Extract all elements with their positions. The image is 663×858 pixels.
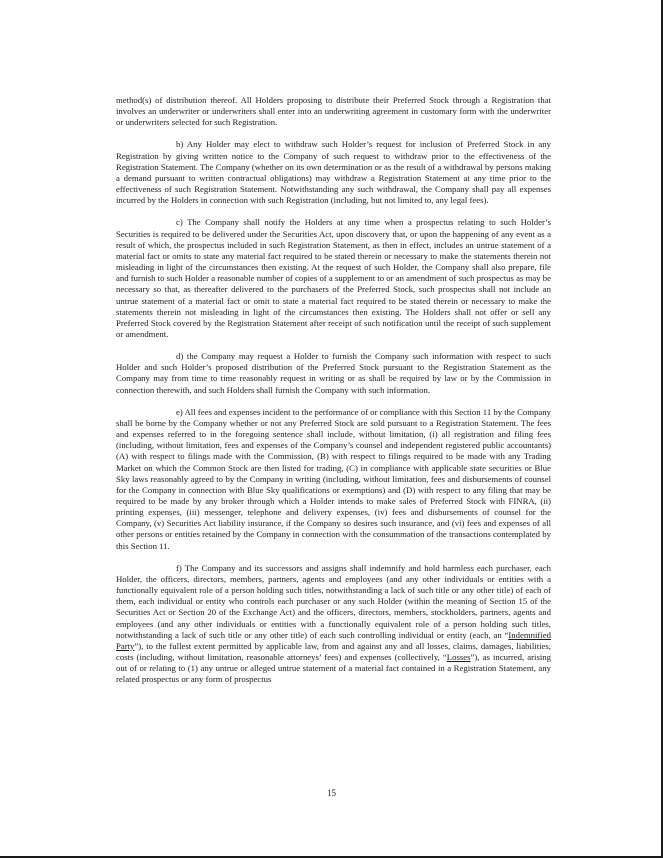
defined-term-losses: Losses <box>446 652 471 663</box>
paragraph-b-withdrawal: b) Any Holder may elect to withdraw such Holder’s request for inclusion of Preferred Stock in any Registration by giving written notice to the Company of such request to withdraw prior to the effectiveness of the Registration Statement. The Company (whether on its own determination or as the result of a withdrawal by persons making a demand pursuant to written contractual obligations) may withdraw a Registration Statement at any time prior to the effectiveness of such Registration Statement. Notwithstanding any such withdrawal, the Company shall pay all expenses incurred by the Holders in connection with such Registration (including, but not limited to, any legal fees). <box>116 139 551 206</box>
document-body <box>116 95 551 697</box>
paragraph-f-indemnification <box>116 563 551 686</box>
paragraph-f-text-part-2: ”), to the fullest extent permitted by applicable law, from and against any and all losses, claims, damages, liabilities, costs (including, without limitation, reasonable attorneys’ fees) and expenses (collectively, “ <box>116 640 551 663</box>
page-number: 15 <box>327 788 336 798</box>
paragraph-d-holder-information: d) the Company may request a Holder to furnish the Company such information with respect to such Holder and such Holder’s proposed distribution of the Preferred Stock pursuant to the Registration Statement as the Company may from time to time reasonably request in writing or as shall be required by law or by the Commission in connection therewith, and such Holders shall furnish the Company with such information. <box>116 351 551 395</box>
defined-term-indemnified-party: Indemnified Party <box>116 629 551 651</box>
paragraph-f-text-part-1: f) The Company and its successors and assigns shall indemnify and hold harmless each purchaser, each Holder, the officers, directors, members, partners, agents and employees (and any other individuals or entities with a functionally equivalent role of a person holding such titles, notwithstanding a lack of such title or any other title) of each of them, each individual or entity who controls each purchaser or any such Holder (within the meaning of Section 15 of the Securities Act or Section 20 of the Exchange Act) and the officers, directors, members, stockholders, partners, agents and employees (and any other individuals or entities with a functionally equivalent role of a person holding such titles, notwithstanding a lack of such title or any other title) of each such controlling individual or entity (each, an “ <box>116 562 551 640</box>
paragraph-e-fees-and-expenses: e) All fees and expenses incident to the performance of or compliance with this Section 11 by the Company shall be borne by the Company whether or not any Preferred Stock are sold pursuant to a Registration Statement. The fees and expenses referred to in the foregoing sentence shall include, without limitation, (i) all registration and filing fees (including, without limitation, fees and expenses of the Company’s counsel and independent registered public accountants) (A) with respect to filings made with the Commission, (B) with respect to filings required to be made with any Trading Market on which the Common Stock are then listed for trading, (C) in compliance with applicable state securities or Blue Sky laws reasonably agreed to by the Company in writing (including, without limitation, fees and disbursements of counsel for the Company in connection with Blue Sky qualifications or exemptions) and (D) with respect to any filing that may be required to be made by any broker through which a Holder intends to make sales of Preferred Stock with FINRA, (ii) printing expenses, (iii) messenger, telephone and delivery expenses, (iv) fees and disbursements of counsel for the Company, (v) Securities Act liability insurance, if the Company so desires such insurance, and (vi) fees and expenses of all other persons or entities retained by the Company in connection with the consummation of the transactions contemplated by this Section 11. <box>116 406 551 551</box>
paragraph-continuation: method(s) of distribution thereof. All Holders proposing to distribute their Preferred Stock through a Registration that involves an underwriter or underwriters shall enter into an underwriting agreement in customary form with the underwriter or underwriters selected for such Registration. <box>116 95 551 128</box>
paragraph-c-prospectus-notice: c) The Company shall notify the Holders at any time when a prospectus relating to such Holder’s Securities is required to be delivered under the Securities Act, upon discovery that, or upon the happening of any event as a result of which, the prospectus included in such Registration Statement, as then in effect, includes an untrue statement of a material fact or omits to state any material fact required to be stated therein or necessary to make the statements therein not misleading in light of the circumstances then existing. At the request of such Holder, the Company shall also prepare, file and furnish to such Holder a reasonable number of copies of a supplement to or an amendment of such prospectus as may be necessary so that, as thereafter delivered to the purchasers of the Preferred Stock, such prospectus shall not include an untrue statement of a material fact or omit to state a material fact required to be stated therein or necessary to make the statements therein not misleading in light of the circumstances then existing. The Holders shall not offer or sell any Preferred Stock covered by the Registration Statement after receipt of such notification until the receipt of such supplement or amendment. <box>116 217 551 339</box>
paragraph-f-text-part-3: ”), as incurred, arising out of or relating to (1) any untrue or alleged untrue statement of a material fact contained in a Registration Statement, any related prospectus or any form of prospectus <box>116 652 551 685</box>
